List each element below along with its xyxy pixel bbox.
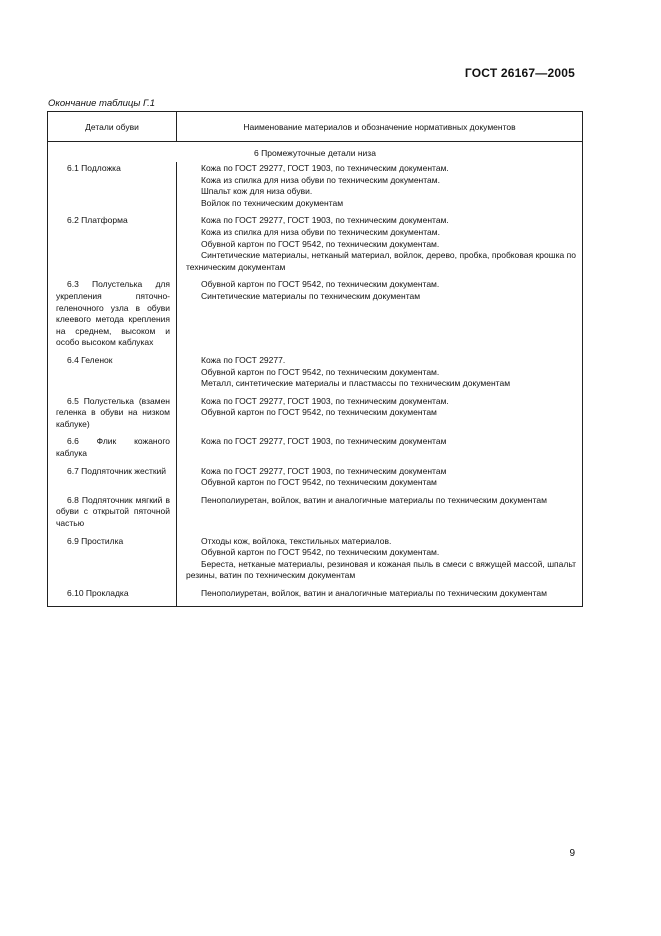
part-label: 6.2 Платформа	[67, 215, 128, 226]
material-line: Обувной картон по ГОСТ 9542, по техническим документам.	[201, 238, 440, 249]
material-line: Обувной картон по ГОСТ 9542, по техническим документам.	[201, 547, 440, 558]
materials-cell	[177, 436, 582, 459]
material-line: Кожа из спилка для низа обуви по техническим документам.	[201, 226, 440, 237]
material-line: Шпальт кож для низа обуви.	[201, 186, 313, 197]
material-line: Обувной картон по ГОСТ 9542, по техническим документам.	[201, 279, 440, 290]
table-row	[48, 436, 582, 459]
column-header-materials: Наименование материалов и обозначение нормативных документов	[243, 121, 516, 132]
material-line: Кожа по ГОСТ 29277, ГОСТ 1903, по техническим документам	[201, 436, 447, 447]
material-line: Синтетические материалы, нетканый материал, войлок, дерево, пробка, пробковая крошка по техническим документам	[186, 250, 576, 272]
table-row	[48, 466, 582, 489]
part-name	[48, 495, 177, 530]
material-line: Береста, нетканые материалы, резиновая и кожаная пыль в смеси с вяжущей массой, шпальт резины, ватин по техническим документам	[186, 558, 576, 581]
materials-cell	[177, 396, 582, 431]
part-name	[48, 588, 177, 600]
materials-table	[47, 111, 583, 607]
materials-cell	[177, 536, 582, 582]
material-line: Обувной картон по ГОСТ 9542, по техническим документам	[201, 477, 437, 488]
material-line: Пенополиуретан, войлок, ватин и аналогичные материалы по техническим документам	[201, 494, 547, 505]
part-label: 6.1 Подложка	[67, 163, 121, 173]
material-line: Кожа по ГОСТ 29277, ГОСТ 1903, по техническим документам.	[201, 215, 449, 226]
table-row	[48, 355, 582, 390]
material-line: Металл, синтетические материалы и пластмассы по техническим документам	[201, 378, 511, 389]
material-line: Кожа по ГОСТ 29277, ГОСТ 1903, по техническим документам.	[201, 395, 449, 406]
materials-cell	[177, 588, 582, 600]
table-rows	[48, 163, 582, 600]
part-label: 6.6 Флик кожаного каблука	[56, 436, 170, 459]
materials-cell	[177, 355, 582, 390]
column-header-parts: Детали обуви	[48, 112, 177, 141]
part-name	[48, 466, 177, 489]
part-label: 6.7 Подпяточник жесткий	[67, 465, 167, 476]
materials-cell	[177, 163, 582, 209]
section-title: 6 Промежуточные детали низа	[254, 148, 376, 158]
materials-cell	[177, 215, 582, 273]
material-line: Войлок по техническим документам	[201, 197, 344, 208]
materials-cell	[177, 279, 582, 349]
page-number: 9	[569, 848, 575, 859]
material-line: Кожа по ГОСТ 29277.	[201, 354, 286, 365]
part-name	[48, 396, 177, 431]
material-line: Кожа по ГОСТ 29277, ГОСТ 1903, по техническим документам.	[201, 163, 449, 173]
material-line: Отходы кож, войлока, текстильных материалов.	[201, 535, 392, 546]
table-row	[48, 163, 582, 209]
part-label: 6.9 Простилка	[67, 535, 124, 546]
part-label: 6.3 Полустелька для укрепления пяточно-геленочного узла в обуви клеевого метода крепления на среднем, высоком и особо высоком каблуках	[56, 279, 170, 348]
part-name	[48, 436, 177, 459]
material-line: Пенополиуретан, войлок, ватин и аналогичные материалы по техническим документам	[201, 588, 547, 598]
part-name	[48, 163, 177, 209]
materials-cell	[177, 495, 582, 530]
table-caption: Окончание таблицы Г.1	[48, 98, 156, 109]
part-name	[48, 355, 177, 390]
material-line: Обувной картон по ГОСТ 9542, по техническим документам.	[201, 366, 440, 377]
material-line: Синтетические материалы по техническим документам	[201, 290, 421, 301]
part-label: 6.10 Прокладка	[67, 588, 129, 598]
table-row	[48, 495, 582, 530]
table-row	[48, 279, 582, 349]
part-name	[48, 279, 177, 349]
materials-cell	[177, 466, 582, 489]
document-code: ГОСТ 26167—2005	[464, 66, 575, 80]
table-row	[48, 588, 582, 600]
table-row	[48, 536, 582, 582]
part-name	[48, 215, 177, 273]
table-header	[48, 112, 582, 142]
material-line: Кожа из спилка для низа обуви по техническим документам.	[201, 174, 440, 185]
material-line: Кожа по ГОСТ 29277, ГОСТ 1903, по техническим документам	[201, 465, 447, 476]
part-label: 6.8 Подпяточник мягкий в обуви с открытой пяточной частью	[56, 494, 170, 529]
table-row	[48, 396, 582, 431]
table-row	[48, 215, 582, 273]
material-line: Обувной картон по ГОСТ 9542, по техническим документам	[201, 407, 437, 418]
part-label: 6.4 Геленок	[67, 354, 113, 365]
part-label: 6.5 Полустелька (взамен геленка в обуви на низком каблуке)	[56, 395, 170, 429]
part-name	[48, 536, 177, 582]
table-body	[48, 142, 582, 606]
